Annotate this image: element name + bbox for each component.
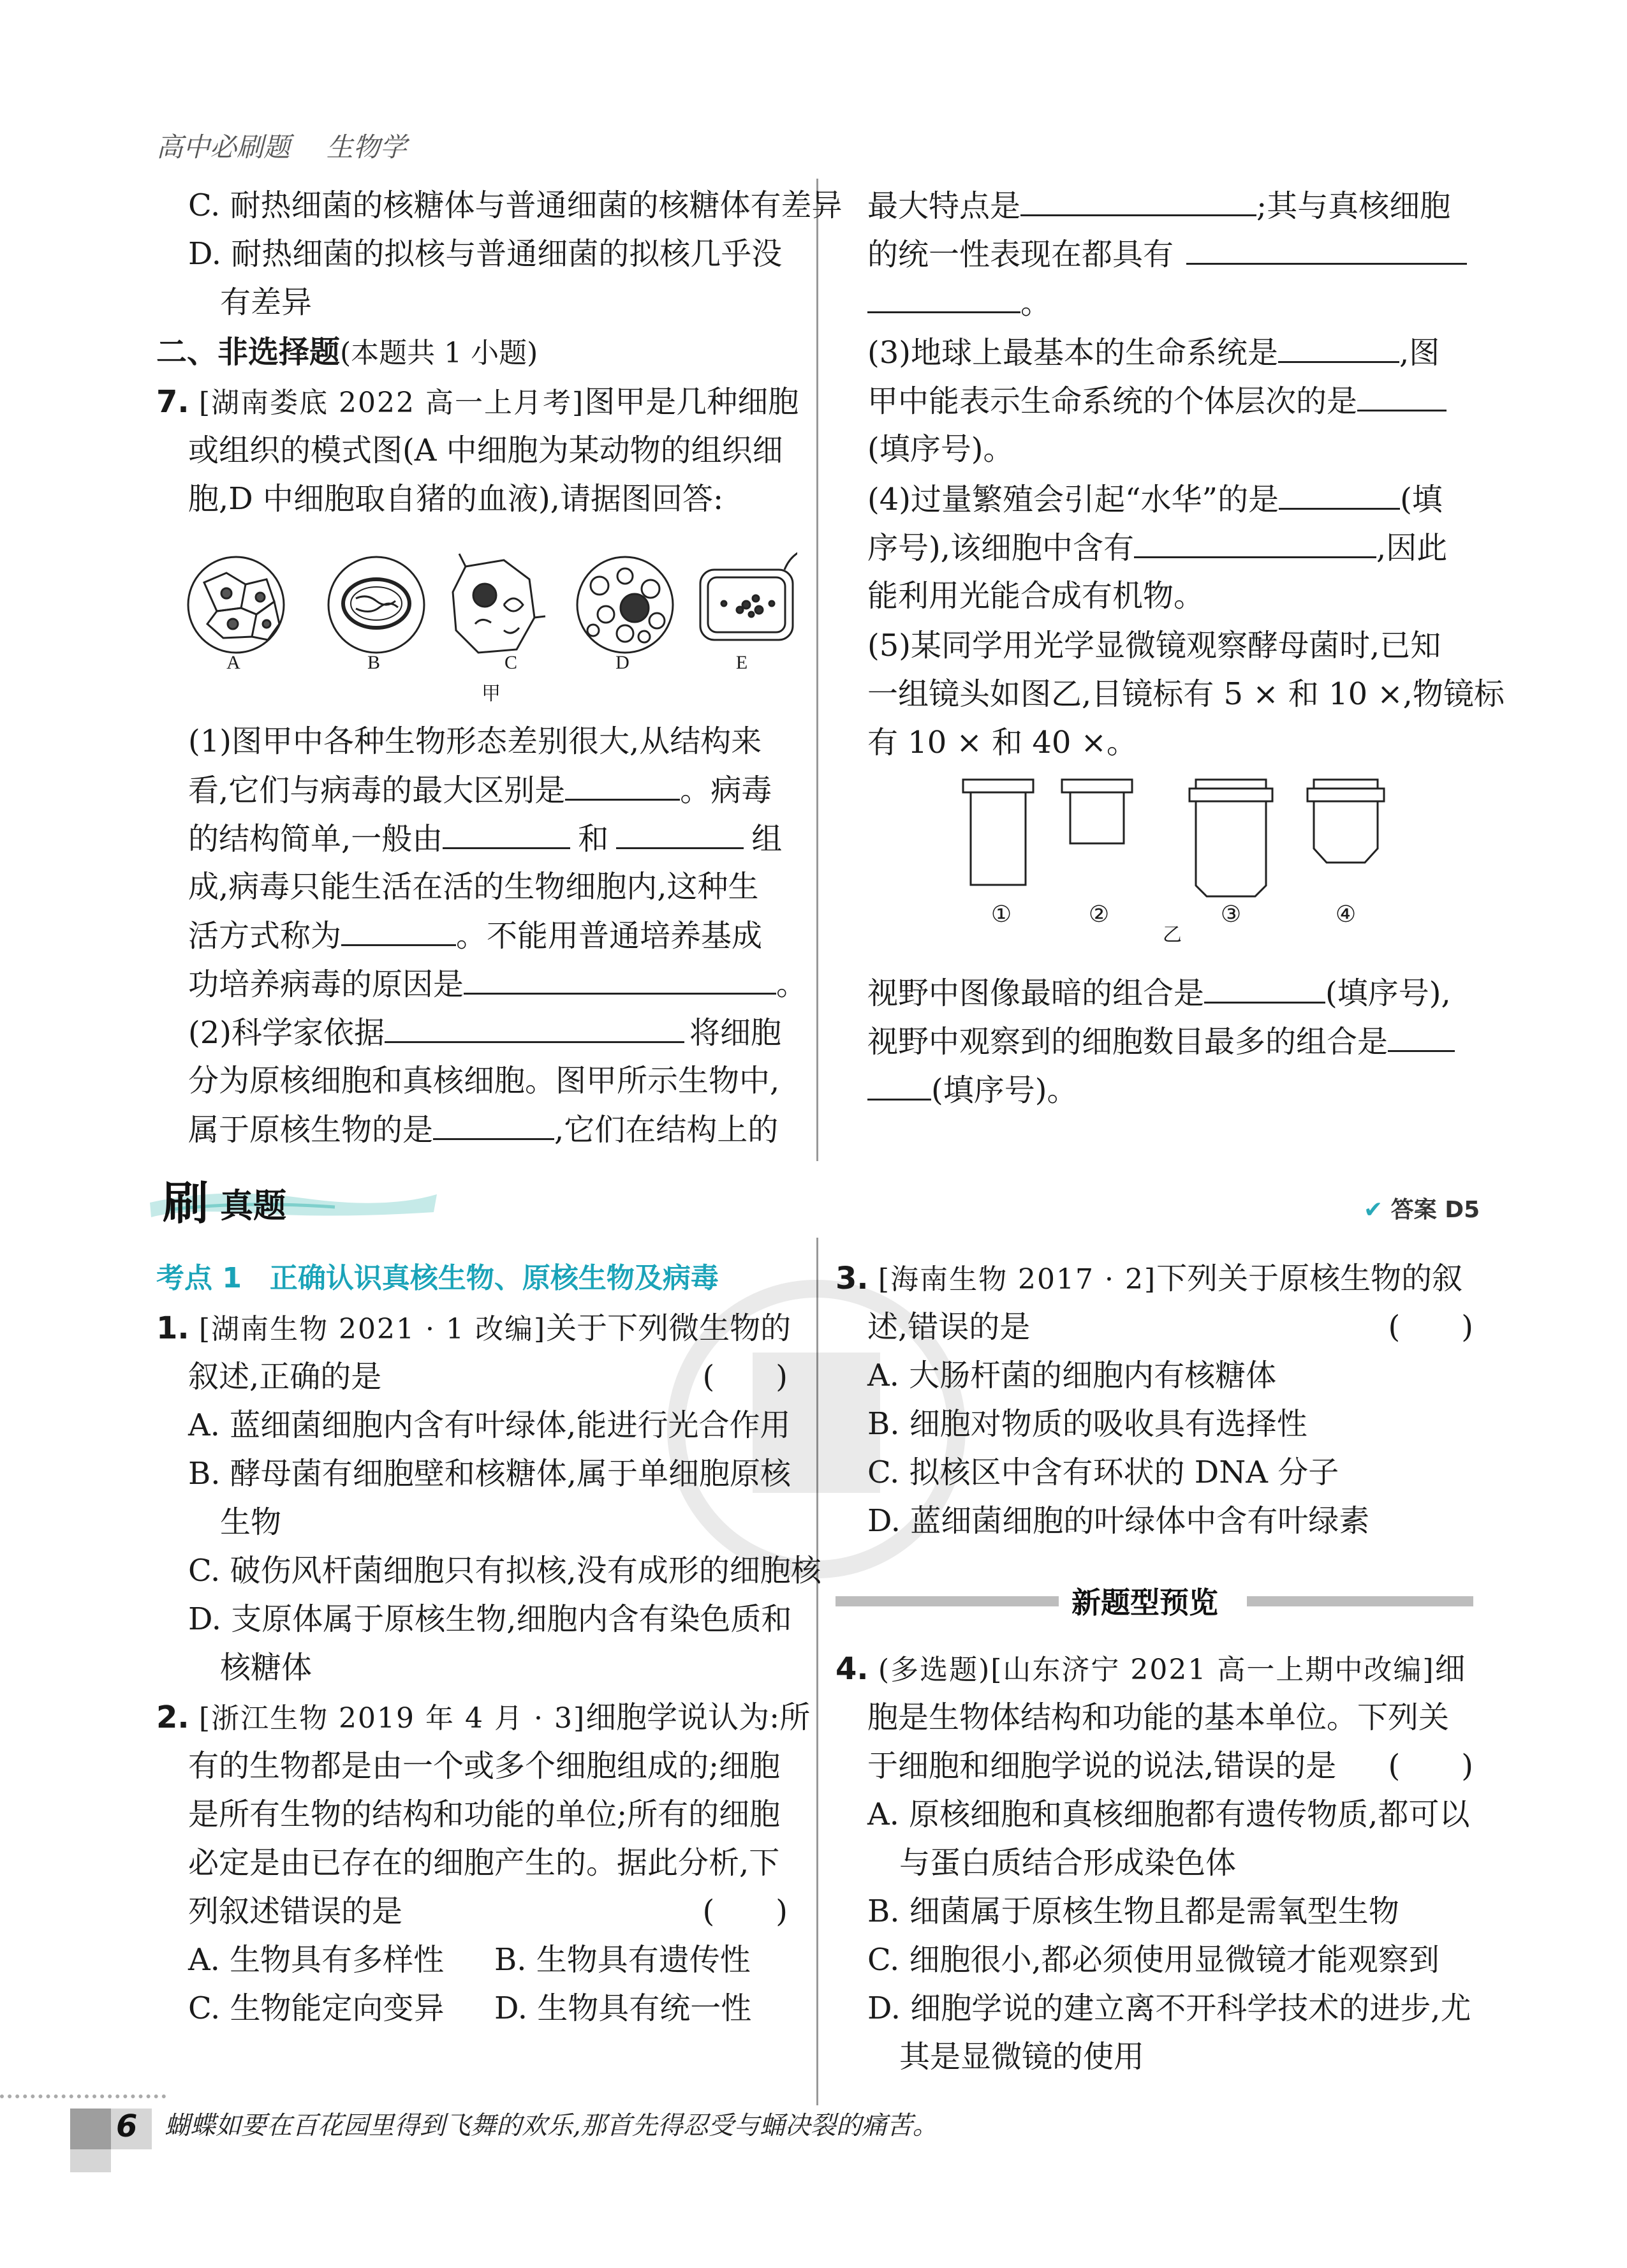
q7-part2-line3 [188,1105,778,1154]
section-note: (本题共 1 小题) [340,337,538,369]
q7-part1-line4: 成,病毒只能生活在活的生物细胞内,这种生 [188,869,759,905]
q7-part1-text: 组 [751,821,783,857]
q1-stem: 叙述,正确的是 [188,1359,382,1395]
q1-option-d-line1: D. 支原体属于原核生物,细胞内含有染色质和 [188,1601,792,1637]
q4-option-d-line2: 其是显微镜的使用 [899,2039,1145,2075]
q7-part3-text: (3)地球上最基本的生命系统是 [867,335,1278,371]
option-d-line2: 有差异 [220,285,313,320]
q7-part2-line2: 分为原核细胞和真核细胞。图甲所示生物中, [188,1063,780,1099]
q7-part2-line1 [188,1008,781,1057]
section-title: 二、非选择题 [156,334,341,370]
answer-blank[interactable] [616,814,744,849]
running-header [156,126,407,165]
q7-part2-text: ,它们在结构上的 [554,1112,779,1148]
answer-blank[interactable] [1020,181,1256,216]
q4-answer-paren[interactable]: ( ) [1388,1748,1473,1784]
q1-option-d-line2: 核糖体 [220,1650,313,1686]
q4-source: [山东济宁 2021 高一上期中改编] [990,1654,1435,1686]
figure-e-cell [700,549,797,640]
q7-part3-line1 [867,328,1439,377]
new-section-bar-left [836,1596,1059,1606]
q2-stem: 列叙述错误的是 [188,1894,403,1929]
q1-source: [湖南生物 2021 · 1 改编] [198,1313,547,1345]
lens-1-eyepiece [963,780,1033,885]
q4-number: 4. [836,1651,869,1687]
q3-text-1: 下列关于原核生物的叙 [1156,1261,1463,1296]
q1-option-b-line2: 生物 [220,1504,282,1540]
q7-part2-text: 的统一性表现在都具有 [867,237,1174,272]
answer-blank[interactable] [433,1105,554,1140]
figure-label-d: D [615,652,629,673]
q7-part2-text: 最大特点是 [867,188,1021,224]
header-book: 高中必刷题 [156,131,291,163]
q7-part5-text: 视野中观察到的细胞数目最多的组合是 [867,1024,1388,1060]
footer-dotted-line [0,2094,166,2098]
lens-label-4: ④ [1335,901,1357,927]
q7-source: [湖南娄底 2022 高一上月考] [198,387,585,419]
q7-part4-line1 [867,475,1443,524]
q7-part5-text: (填序号)。 [931,1072,1078,1108]
figure-label-c: C [504,652,517,673]
q2-line2: 有的生物都是由一个或多个细胞组成的;细胞 [188,1748,781,1784]
new-section-title: 新题型预览 [1071,1585,1218,1620]
q4-type: (多选题) [878,1654,991,1686]
q7-part4-text: (填 [1400,482,1443,517]
figure-yi-lenses [944,778,1403,912]
q1-number: 1. [156,1310,189,1346]
q7-part1-line3 [188,814,782,863]
q2-number: 2. [156,1700,189,1735]
q7-part1-line6 [188,960,807,1009]
q7-part1-text: 活方式称为 [188,918,342,954]
q7-part1-line5 [188,911,762,960]
q7-part2-text: 将细胞 [689,1015,782,1051]
brush-char: 刷 [163,1176,209,1230]
q4-option-b: B. 细菌属于原核生物且都是需氧型生物 [867,1894,1399,1929]
q4-option-c: C. 细胞很小,都必须使用显微镜才能观察到 [867,1942,1439,1978]
q7-part5-line2: 一组镜头如图乙,目镜标有 5 × 和 10 ×,物镜标 [867,676,1505,712]
answer-blank[interactable] [1388,1017,1455,1052]
q3-option-a: A. 大肠杆菌的细胞内有核糖体 [867,1358,1277,1393]
figure-label-a: A [226,652,240,673]
option-c: C. 耐热细菌的核糖体与普通细菌的核糖体有差异 [188,188,843,223]
q3-number: 3. [836,1261,869,1296]
figure-c-cell [453,554,545,653]
option-d-line1: D. 耐热细菌的拟核与普通细菌的拟核几乎没 [188,236,783,272]
q3-line2 [867,1303,1473,1351]
q7-part2-line4 [867,181,1450,230]
lens-label-2: ② [1088,901,1110,927]
header-subject: 生物学 [326,131,407,163]
q1-option-c: C. 破伤风杆菌细胞只有拟核,没有成形的细胞核 [188,1553,821,1589]
q1-text-1: 关于下列微生物的 [546,1310,791,1346]
page-block-dark [70,2109,111,2149]
q2-option-d: D. 生物具有统一性 [494,1990,752,2026]
q7-part3-line3: (填序号)。 [867,431,1014,467]
answer-blank[interactable] [1357,376,1447,411]
q7-part1-text: 。不能用普通培养基成 [456,918,763,954]
q3-stem: 述,错误的是 [867,1309,1031,1345]
banner-title: 真题 [220,1187,287,1226]
q2-line1 [156,1693,810,1743]
q7-part5-text: 视野中图像最暗的组合是 [867,975,1205,1011]
q7-part2-line6 [867,278,1051,327]
page-number: 6 [116,2109,138,2144]
answer-blank[interactable] [867,1065,931,1101]
answer-blank[interactable] [1279,475,1400,510]
answer-blank[interactable] [385,1008,684,1043]
q7-part4-line2 [867,523,1447,572]
lens-label-1: ① [990,901,1012,927]
kaodian-heading: 考点 1 正确认识真核生物、原核生物及病毒 [156,1262,719,1294]
q7-part1-text: 。病毒 [680,773,772,808]
q7-line3: 胞,D 中细胞取自猪的血液),请据图回答: [188,481,724,517]
q7-part5-line6 [867,1065,1077,1115]
q4-stem: 于细胞和细胞学说的说法,错误的是 [867,1748,1337,1784]
q7-part5-line1: (5)某同学用光学显微镜观察酵母菌时,已知 [867,628,1441,663]
q2-option-b: B. 生物具有遗传性 [494,1942,751,1978]
column-divider-top [816,179,818,1161]
figure-caption-yi: 乙 [1163,924,1182,945]
lens-label-3: ③ [1220,901,1242,927]
figure-label-b: B [367,652,380,673]
q4-option-a-line1: A. 原核细胞和真核细胞都有遗传物质,都可以 [867,1797,1470,1832]
lens-2-eyepiece [1062,780,1132,843]
q7-part5-line5 [867,1017,1455,1066]
q7-part1-text: 的结构简单,一般由 [188,821,443,857]
q7-part1-line2 [188,766,772,815]
q7-part2-line5 [867,230,1467,279]
new-section-bar-right [1247,1596,1473,1606]
figure-a-tissue [188,557,284,653]
q7-line1 [156,378,799,427]
answer-blank[interactable] [565,766,680,801]
answer-ref-text: 答案 D5 [1390,1197,1480,1223]
figure-b-cell [328,557,424,653]
footer-motto: 蝴蝶如要在百花园里得到飞舞的欢乐,那首先得忍受与蛹决裂的痛苦。 [165,2111,938,2140]
q1-option-a: A. 蓝细菌细胞内含有叶绿体,能进行光合作用 [188,1407,791,1443]
q7-part1-text: 和 [578,821,609,857]
q7-part1-text: 。 [776,967,807,1002]
q3-option-b: B. 细胞对物质的吸收具有选择性 [867,1406,1307,1442]
figure-d-blood [577,557,673,653]
answer-ref [1364,1192,1480,1224]
answer-blank[interactable] [867,278,1020,313]
figure-jia [185,535,797,700]
q2-line5 [188,1887,788,1936]
q7-text-1: 图甲是几种细胞 [584,384,799,420]
q2-option-a: A. 生物具有多样性 [188,1942,445,1978]
answer-blank[interactable] [464,960,776,995]
q7-part2-text: (2)科学家依据 [188,1015,385,1051]
q7-part1-line1: (1)图甲中各种生物形态差别很大,从结构来 [188,723,762,759]
q3-option-d: D. 蓝细菌细胞的叶绿体中含有叶绿素 [867,1503,1370,1539]
q2-text-1: 细胞学说认为:所 [585,1700,811,1735]
q7-line2: 或组织的模式图(A 中细胞为某动物的组织细 [188,433,783,468]
answer-blank[interactable] [443,814,570,849]
figure-caption-jia: 甲 [482,683,501,704]
figure-label-e: E [735,652,748,673]
q2-option-c: C. 生物能定向变异 [188,1990,445,2026]
answer-blank[interactable] [1278,328,1399,363]
q7-part4-text: ,因此 [1376,530,1448,566]
q7-part2-text: 属于原核生物的是 [188,1112,434,1148]
q7-part3-text: 甲中能表示生命系统的个体层次的是 [867,383,1358,419]
q7-part4-text: (4)过量繁殖会引起“水华”的是 [867,482,1279,517]
q1-line1 [156,1304,791,1354]
q7-part1-text: 看,它们与病毒的最大区别是 [188,773,566,808]
answer-blank[interactable] [1186,230,1467,265]
q7-part3-line2 [867,376,1447,426]
brush-banner [144,1167,443,1230]
q7-part5-text: (填序号), [1325,975,1451,1011]
answer-blank[interactable] [1134,523,1376,558]
q7-number: 7. [156,384,189,420]
page-number-box [70,2109,153,2172]
q7-part3-text: ,图 [1399,335,1440,371]
q7-part5-line4 [867,968,1451,1018]
q4-line2: 胞是生物体结构和功能的基本单位。下列关 [867,1700,1450,1735]
q7-part4-text: 序号),该细胞中含有 [867,530,1134,566]
q4-text-1: 细 [1434,1651,1466,1687]
q1-line2 [188,1353,788,1401]
q2-source: [浙江生物 2019 年 4 月 · 3] [198,1702,586,1735]
q4-line1 [836,1645,1466,1694]
q3-answer-paren[interactable]: ( ) [1388,1309,1473,1345]
q1-option-b-line1: B. 酵母菌有细胞壁和核糖体,属于单细胞原核 [188,1456,791,1492]
lens-3-objective [1189,780,1272,896]
q7-part2-text: ;其与真核细胞 [1256,188,1451,224]
q4-option-a-line2: 与蛋白质结合形成染色体 [899,1845,1237,1881]
q7-part2-text: 。 [1020,285,1052,321]
answer-blank[interactable] [1204,968,1325,1004]
q7-part1-text: 功培养病毒的原因是 [188,967,464,1002]
q3-line1 [836,1254,1462,1304]
section-heading [156,328,538,378]
q4-option-d-line1: D. 细胞学说的建立离不开科学技术的进步,尤 [867,1990,1471,2026]
lens-4-objective [1307,780,1384,863]
answer-blank[interactable] [341,911,456,946]
q1-answer-paren[interactable]: ( ) [702,1359,788,1395]
q2-line3: 是所有生物的结构和功能的单位;所有的细胞 [188,1797,781,1832]
page-block-light-2 [70,2149,111,2172]
q7-part5-line3: 有 10 × 和 40 ×。 [867,725,1137,760]
q2-line4: 必定是由已存在的细胞产生的。据此分析,下 [188,1845,780,1881]
check-icon: ✔ [1364,1197,1383,1223]
q3-option-c: C. 拟核区中含有环状的 DNA 分子 [867,1455,1339,1490]
q2-answer-paren[interactable]: ( ) [702,1894,788,1929]
q4-line3 [867,1742,1473,1790]
q3-source: [海南生物 2017 · 2] [878,1263,1157,1296]
q7-part4-line3: 能利用光能合成有机物。 [867,578,1205,614]
